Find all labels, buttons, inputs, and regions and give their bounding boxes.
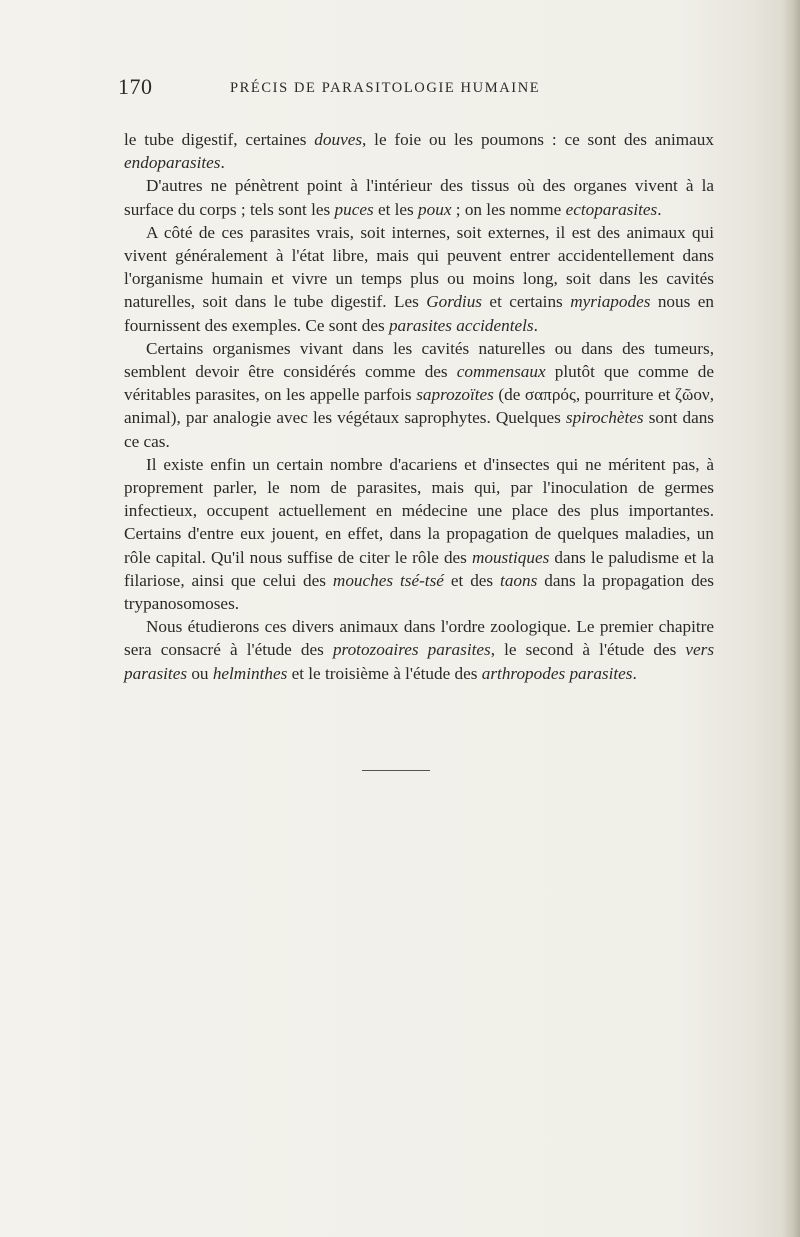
italic-term: saprozoïtes bbox=[416, 385, 494, 405]
section-end-rule bbox=[362, 770, 430, 771]
italic-term: taons bbox=[500, 570, 538, 590]
italic-term: puces bbox=[334, 199, 374, 219]
italic-term: spirochètes bbox=[565, 408, 644, 428]
paragraph: A côté de ces parasites vrais, soit internes, soit externes, il est des animaux qui vivent généralement à l'état libre, mais qui peuvent entrer accidentellement dans l'organisme humain et vivre un temps plus ou moins long, soit dans les cavités naturelles, soit dans le tube digestif. Les Gordius et certains myriapodes nous en fournissent des exemples. Ce sont des parasites accidentels. bbox=[124, 222, 714, 335]
body-text bbox=[124, 128, 714, 685]
italic-term: moustiques bbox=[471, 547, 550, 567]
italic-term: endoparasites bbox=[124, 153, 221, 173]
paragraph: le tube digestif, certaines douves, le foie ou les poumons : ce sont des animaux endoparasites. bbox=[124, 130, 714, 173]
running-head: PRÉCIS DE PARASITOLOGIE HUMAINE bbox=[230, 80, 541, 96]
italic-term: protozoaires parasites bbox=[332, 640, 491, 660]
italic-term: Gordius bbox=[426, 292, 482, 312]
paragraph: Certains organismes vivant dans les cavités naturelles ou dans des tumeurs, semblent devoir être considérés comme des commensaux plutôt que comme de véritables parasites, on les appelle parfois saprozoïtes (de σαπρός, pourriture et ζῶον, animal), par analogie avec les végétaux saprophytes. Quelques spirochètes sont dans ce cas. bbox=[124, 338, 715, 451]
italic-term: helminthes bbox=[212, 663, 288, 683]
italic-term: arthropodes parasites bbox=[481, 663, 633, 683]
italic-term: commensaux bbox=[456, 362, 546, 382]
paragraph: Nous étudierons ces divers animaux dans l'ordre zoologique. Le premier chapitre sera consacré à l'étude des protozoaires parasites, le second à l'étude des vers parasites ou helminthes et le troisième à l'étude des arthropodes parasites. bbox=[124, 617, 715, 683]
paragraph: Il existe enfin un certain nombre d'acariens et d'insectes qui ne méritent pas, à proprement parler, le nom de parasites, mais qui, par l'inoculation de germes infectieux, occupent actuellement en médecine une place des plus importantes. Certains d'entre eux jouent, en effet, dans la propagation de quelques maladies, un rôle capital. Qu'il nous suffise de citer le rôle des moustiques dans le paludisme et la filariose, ainsi que celui des mouches tsé-tsé et des taons dans la propagation des trypanosomoses. bbox=[124, 454, 714, 614]
italic-term: ectoparasites bbox=[565, 199, 658, 219]
italic-term: mouches tsé-tsé bbox=[332, 570, 444, 590]
paragraph: D'autres ne pénètrent point à l'intérieur des tissus où des organes vivent à la surface du corps ; tels sont les puces et les poux ; on les nomme ectoparasites. bbox=[124, 176, 714, 219]
italic-term: parasites accidentels bbox=[388, 315, 534, 335]
italic-term: myriapodes bbox=[570, 292, 651, 312]
page-number: 170 bbox=[118, 74, 153, 99]
page-edge-shadow bbox=[782, 0, 800, 1237]
italic-term: vers parasites bbox=[124, 640, 715, 683]
italic-term: douves bbox=[314, 130, 363, 149]
italic-term: poux bbox=[418, 199, 452, 219]
page-header bbox=[118, 74, 718, 104]
